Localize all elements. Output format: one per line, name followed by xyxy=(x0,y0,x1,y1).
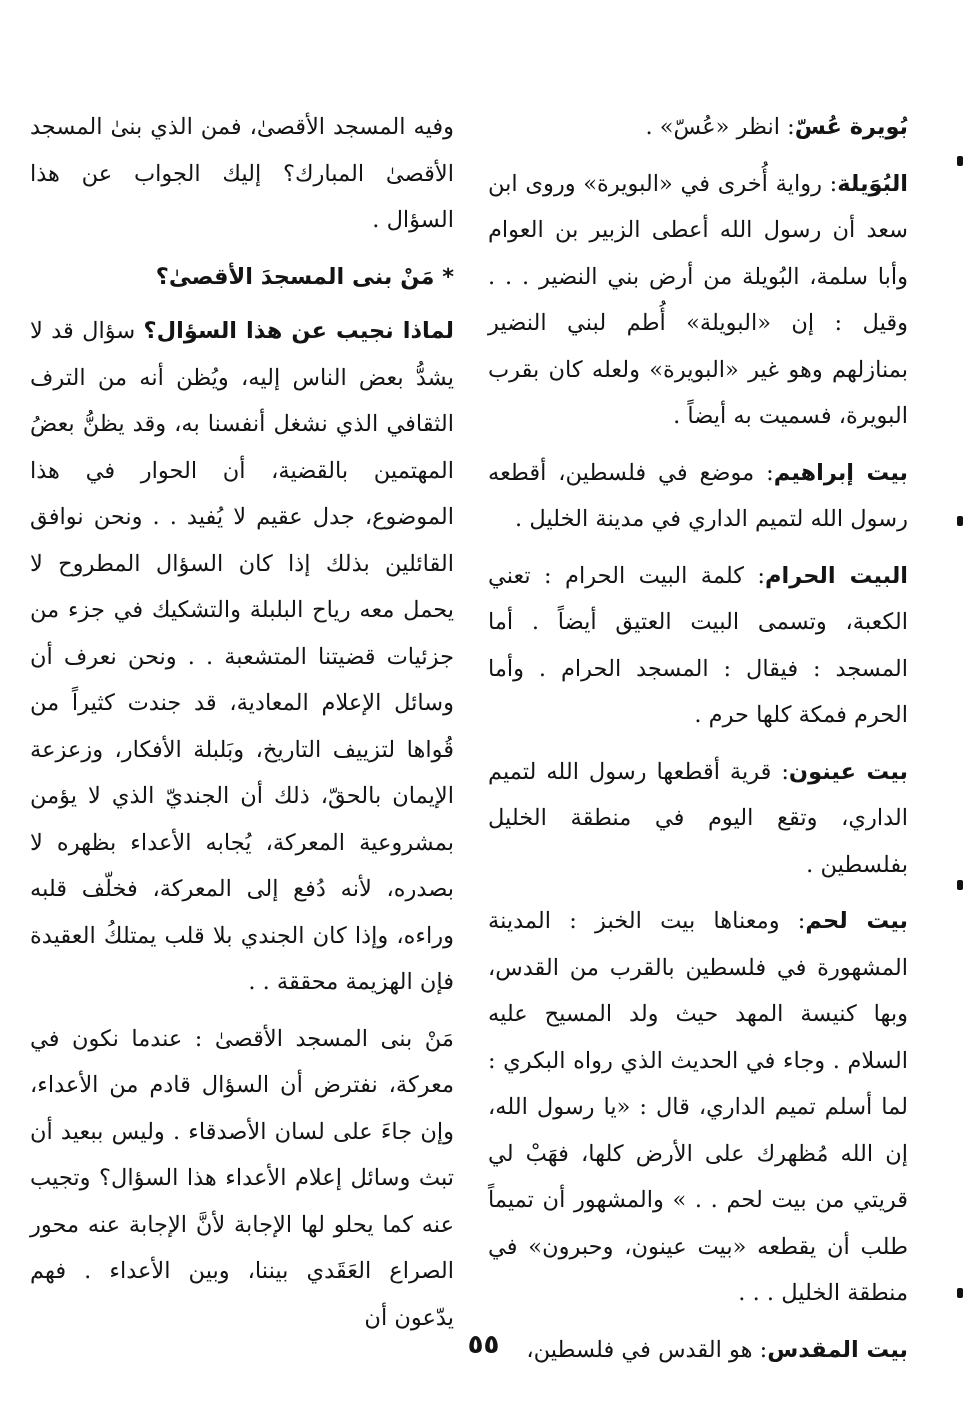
entry-term: بيت المقدس xyxy=(767,1336,908,1363)
article-section-who-built: مَنْ بنى المسجد الأقصىٰ : عندما نكون في معركة، نفترض أن السؤال قادم من الأعداء، وإن جاءَ على لسان الأصدقاء . وليس ببعيد أن تبث وسائل إعلام الأعداء هذا السؤال؟ وتجيب عنه كما يحلو لها الإجابة لأنَّ الإجابة عنه محور الصراع العَقَدي بيننا، وبين الأعداء . فهم يدّعون أن xyxy=(30,1025,454,1331)
entry-text: : كلمة البيت الحرام : تعني الكعبة، وتسمى البيت العتيق أيضاً . أما المسجد : فيقال : المسجد الحرام . وأما الحرم فمكة كلها حرم . xyxy=(488,562,908,728)
page-number: ٥٥ xyxy=(467,1330,500,1360)
article-heading: * مَنْ بنى المسجدَ الأقصىٰ؟ xyxy=(155,263,454,290)
entry-term: بُويرة عُسّ xyxy=(794,114,908,140)
entry-term: بيت إبراهيم xyxy=(773,459,909,486)
entry-term: بيت عينون xyxy=(788,758,908,785)
entry-al-buwayla xyxy=(488,161,908,440)
article-section-why xyxy=(30,308,454,1006)
entry-text: : موضع في فلسطين، أقطعه رسول الله لتميم الداري في مدينة الخليل . xyxy=(488,459,908,532)
entry-text: : هو القدس في فلسطين، xyxy=(526,1336,768,1363)
section-lead: لماذا نجيب عن هذا السؤال؟ xyxy=(143,318,454,344)
section-body: سؤال قد لا يشدُّ بعض الناس إليه، ويُظن أنه من الترف الثقافي الذي نشغل أنفسنا به، وقد يظنُّ بعضُ المهتمين بالقضية، أن الحوار في هذا الموضوع، جدل عقيم لا يُفيد . . ونحن نوافق القائلين بذلك إذا كان السؤال المطروح لا يحمل معه رياح البلبلة والتشكيك في جزء من جزئيات قضيتنا المتشعبة . . ونحن نعرف أن وسائل الإعلام المعادية، قد جندت كثيراً من قُواها لتزييف التاريخ، وبَلبلة الأفكار، وزعزعة الإيمان بالحقّ، ذلك أن الجنديّ الذي لا يؤمن بمشروعية المعركة، يُجابه الأعداء بظهره لا بصدره، لأنه دُفع إلى المعركة، فخلّف قلبه وراءه، وإذا كان الجندي بلا قلب يمتلكُ العقيدة فإن الهزيمة محققة . . xyxy=(30,318,454,995)
edge-mark xyxy=(957,880,963,890)
entry-term: البيت الحرام xyxy=(765,562,908,589)
entry-text: : ومعناها بيت الخبز : المدينة المشهورة في فلسطين بالقرب من القدس، وبها كنيسة المهد حيث ولد المسيح عليه السلام . وجاء في الحديث الذي رواه البكري : لما أسلم تميم الداري، قال : «يا رسول الله، إن الله مُظهرك على الأرض كلها، فهَبْ لي قريتي من بيت لحم . . » والمشهور أن تميماً طلب أن يقطعه «بيت عينون، وحبرون» في منطقة الخليل . . . xyxy=(488,908,908,1306)
entry-bayt-ibrahim xyxy=(488,450,908,543)
entry-bayt-lahm xyxy=(488,898,908,1317)
entry-text: : قرية أقطعها رسول الله لتميم الداري، وتقع اليوم في منطقة الخليل بفلسطين . xyxy=(488,758,908,878)
entry-bayt-aynun xyxy=(488,749,908,889)
edge-mark xyxy=(957,1288,963,1298)
entry-buwayrat-uss xyxy=(488,104,908,151)
entry-term: بيت لحم xyxy=(805,908,908,934)
article-intro: وفيه المسجد الأقصىٰ، فمن الذي بنىٰ المسجد الأقصىٰ المبارك؟ إليك الجواب عن هذا السؤال . xyxy=(30,114,454,233)
entry-term: البُوَيلة xyxy=(837,170,908,197)
edge-mark xyxy=(957,156,963,166)
right-column-dictionary xyxy=(488,104,908,1383)
left-column-article xyxy=(30,104,454,1351)
entry-text: : انظر «عُسّ» . xyxy=(645,114,795,140)
edge-mark xyxy=(957,516,963,526)
entry-text: : رواية أُخرى في «البويرة» وروى ابن سعد أن رسول الله أعطى الزبير بن العوام وأبا سلمة، البُويلة من أرض بني النضير . . . وقيل : إن «البويلة» أُطم لبني النضير بمنازلهم وهو غير «البويرة» ولعله كان بقرب البويرة، فسميت به أيضاً . xyxy=(488,170,908,429)
entry-al-bayt-al-haram xyxy=(488,553,908,739)
